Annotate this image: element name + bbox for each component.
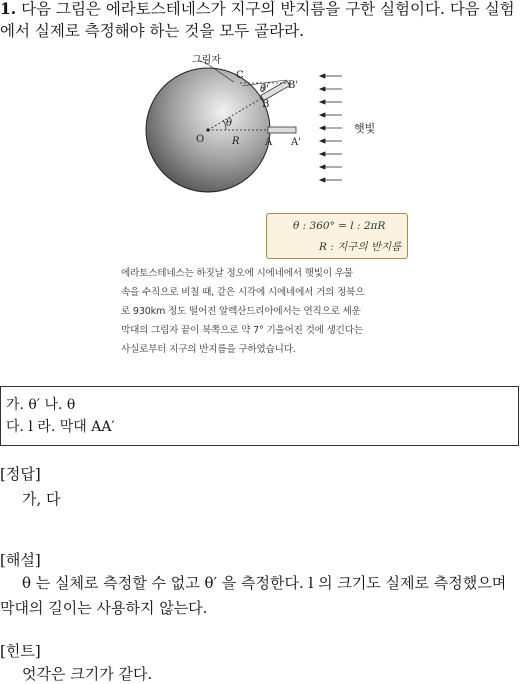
question-line-1: 다음 그림은 에라토스테네스가 지구의 반지름을 구한 실험이다. 다음 실험 xyxy=(16,0,515,18)
label-b-prime: B' xyxy=(288,80,299,91)
label-sunlight: 햇빛 xyxy=(354,122,376,135)
choices-box xyxy=(0,386,519,446)
description-line: 막대의 그림자 끝이 북쪽으로 약 7° 기울어진 것에 생긴다는 xyxy=(121,325,363,336)
label-a: A xyxy=(265,137,273,148)
center-point xyxy=(206,128,209,131)
answer-label: [정답] xyxy=(0,465,41,483)
choices-line-2: 다. l 라. 막대 AA′ xyxy=(6,419,115,435)
explanation-line-1: θ 는 실체로 측정할 수 없고 θ′ 을 측정한다. l 의 크기도 실제로 측정했으며 xyxy=(22,574,507,592)
figure-description xyxy=(121,264,411,359)
description-line: 속을 수직으로 비칠 때, 같은 시각에 시에네에서 거의 정북으 xyxy=(121,287,365,298)
hint-label: [힌트] xyxy=(0,642,41,660)
description-line: 로 930km 정도 떨어진 알렉산드리아에서는 연직으로 세운 xyxy=(121,306,361,317)
stick-aa xyxy=(268,127,296,133)
formula-box xyxy=(266,213,408,259)
label-theta: θ xyxy=(226,118,233,129)
description-line: 에라토스테네스는 하짓날 정오에 시에네에서 햇빛이 우물 xyxy=(121,268,353,279)
label-theta-prime: θ' xyxy=(260,84,269,95)
label-o: O xyxy=(196,134,205,145)
explanation-label: [해설] xyxy=(0,551,41,569)
formula-line-1: θ : 360° = l : 2πR xyxy=(293,220,386,232)
explanation-line-2: 막대의 길이는 사용하지 않는다. xyxy=(0,599,208,617)
label-b: B xyxy=(262,99,270,110)
formula-line-2: R : 지구의 반지름 xyxy=(319,241,402,253)
description-line: 사실로부터 지구의 반지름을 구하였습니다. xyxy=(121,344,296,355)
question-number: 1. xyxy=(0,0,17,18)
answer-text: 가, 다 xyxy=(22,490,61,508)
sunlight-arrows xyxy=(320,74,342,182)
label-r: R xyxy=(232,136,240,147)
label-c: C xyxy=(236,70,244,81)
label-a-prime: A' xyxy=(291,137,301,148)
label-shadow: 그림자 xyxy=(192,55,221,66)
question-line-2: 에서 실제로 측정해야 하는 것을 모두 골라라. xyxy=(0,22,305,40)
hint-text: 엇각은 크기가 같다. xyxy=(22,665,153,683)
choices-line-1: 가. θ′ 나. θ xyxy=(6,397,76,413)
